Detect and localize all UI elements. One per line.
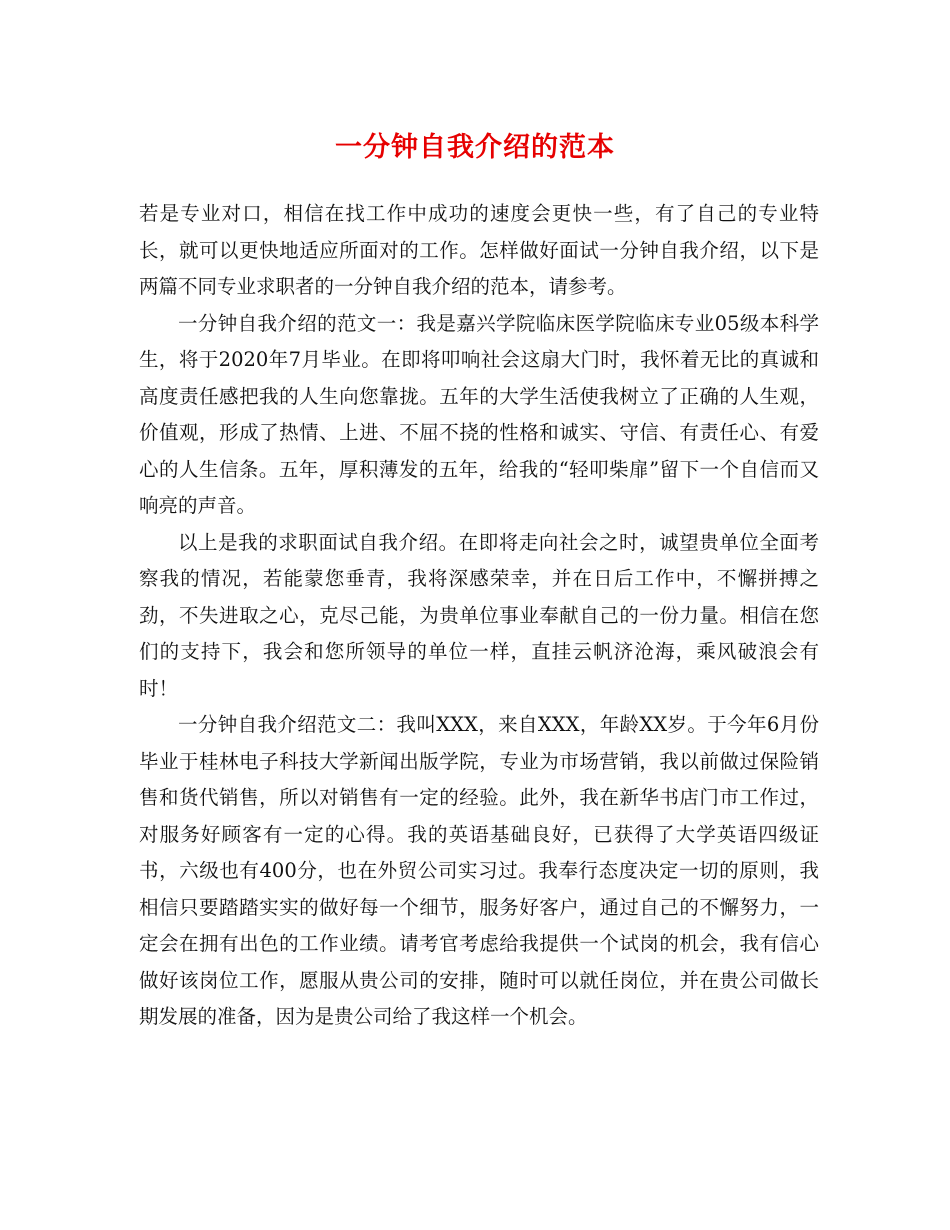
sample-two-paragraph: 一分钟自我介绍范文二：我叫XXX，来自XXX，年龄XX岁。于今年6月份毕业于桂林电子科技大学新闻出版学院，专业为市场营销，我以前做过保险销售和货代销售，所以对销售有一定的经验。此外，我在新华书店门市工作过，对服务好顾客有一定的心得。我的英语基础良好，已获得了大学英语四级证书，六级也有400分，也在外贸公司实习过。我奉行态度决定一切的原则，我相信只要踏踏实实的做好每一个细节，服务好客户，通过自己的不懈努力，一定会在拥有出色的工作业绩。请考官考虑给我提供一个试岗的机会，我有信心做好该岗位工作，愿服从贵公司的安排，随时可以就任岗位，并在贵公司做长期发展的准备，因为是贵公司给了我这样一个机会。	[139, 713, 819, 1028]
document-title: 一分钟自我介绍的范本	[335, 132, 615, 163]
sample-one-closing-paragraph: 以上是我的求职面试自我介绍。在即将走向社会之时，诚望贵单位全面考察我的情况，若能蒙您垂青，我将深感荣幸，并在日后工作中，不懈拼搏之劲，不失进取之心，克尽己能，为贵单位事业奉献自己的一份力量。相信在您们的支持下，我会和您所领导的单位一样，直挂云帆济沧海，乘风破浪会有时！	[139, 530, 819, 700]
intro-paragraph: 若是专业对口，相信在找工作中成功的速度会更快一些，有了自己的专业特长，就可以更快地适应所面对的工作。怎样做好面试一分钟自我介绍，以下是两篇不同专业求职者的一分钟自我介绍的范本，请参考。	[139, 202, 819, 298]
sample-one-paragraph: 一分钟自我介绍的范文一：我是嘉兴学院临床医学院临床专业05级本科学生，将于2020年7月毕业。在即将叩响社会这扇大门时，我怀着无比的真诚和高度责任感把我的人生向您靠拢。五年的大学生活使我树立了正确的人生观，价值观，形成了热情、上进、不屈不挠的性格和诚实、守信、有责任心、有爱心的人生信条。五年，厚积薄发的五年，给我的“轻叩柴扉”留下一个自信而又响亮的声音。	[139, 311, 819, 517]
document-body	[139, 196, 819, 1036]
